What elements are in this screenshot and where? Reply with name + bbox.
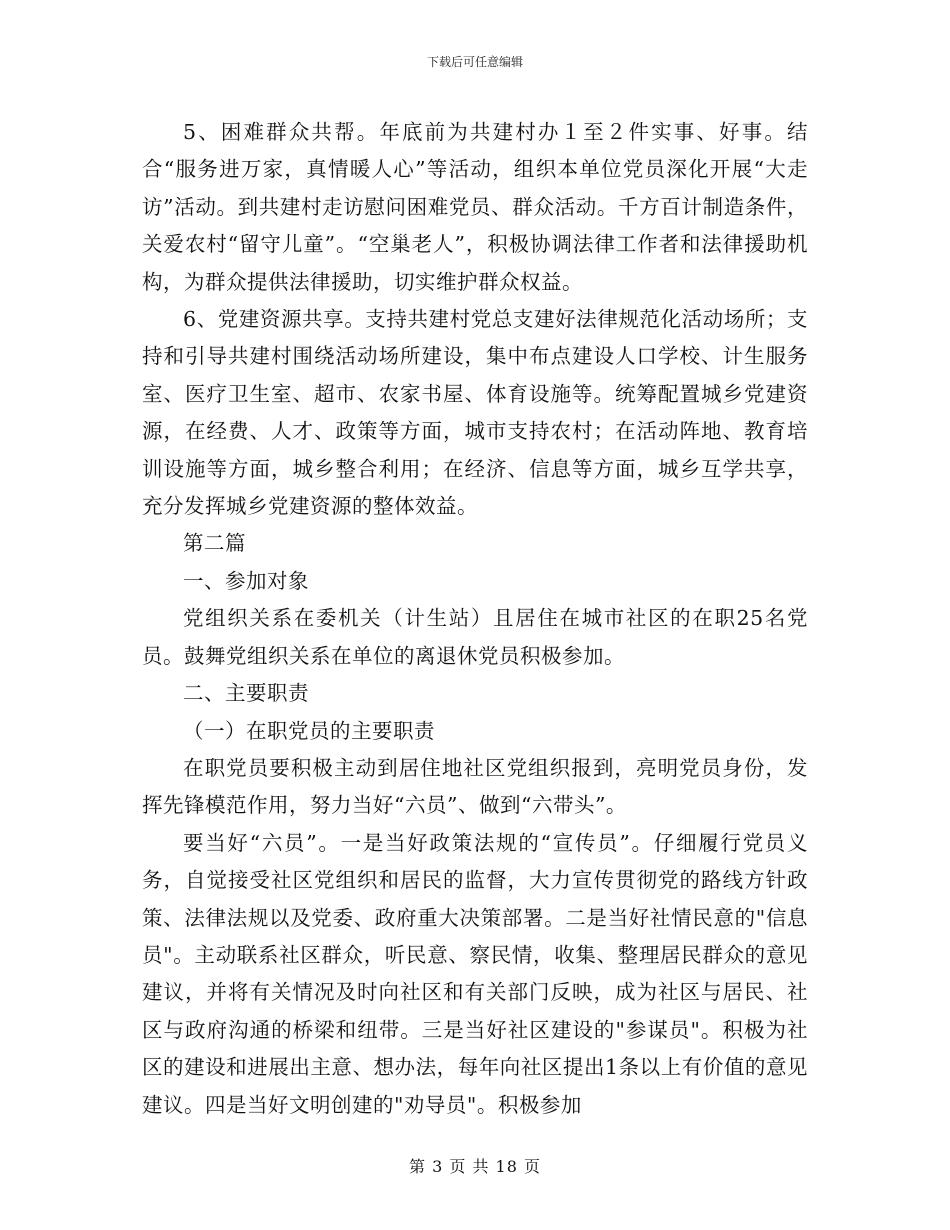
paragraph-six-roles: 要当好“六员”。一是当好政策法规的“宣传员”。仔细履行党员义务，自觉接受社区党组织和居民的监督，大力宣传贯彻党的路线方针政策、法律法规以及党委、政府重大决策部署。二是当好社情民意的"信息员"。主动联系社区群众，听民意、察民情，收集、整理居民群众的意见建议，并将有关情况及时向社区和有关部门反映，成为社区与居民、社区与政府沟通的桥梁和纽带。三是当好社区建设的"参谋员"。积极为社区的建设和进展出主意、想办法，每年向社区提出1条以上有价值的意见建议。四是当好文明创建的"劝导员"。积极参加 (142, 830, 808, 1117)
paragraph-participants: 党组织关系在委机关（计生站）且居住在城市社区的在职25名党员。鼓舞党组织关系在单位的离退休党员积极参加。 (142, 606, 808, 668)
paragraph-report-to-community: 在职党员要积极主动到居住地社区党组织报到，亮明党员身份，发挥先锋模范作用，努力当好“六员”、做到“六带头”。 (142, 755, 808, 818)
page-number: 第 3 页 共 18 页 (409, 1157, 541, 1176)
heading-main-duties: 二、主要职责 (183, 681, 309, 706)
subheading-inservice-duties: （一）在职党员的主要职责 (183, 718, 435, 743)
document-body (142, 114, 808, 1124)
page-header: 下载后可任意编辑 (426, 55, 523, 69)
paragraph-5-difficult-masses: 5、困难群众共帮。年底前为共建村办１至２件实事、好事。结合“服务进万家，真情暖人心”等活动，组织本单位党员深化开展“大走访”活动。到共建村走访慰问困难党员、群众活动。千方百计制造条件，关爱农村“留守儿童”。“空巢老人”，积极协调法律工作者和法律援助机构，为群众提供法律援助，切实维护群众权益。 (142, 120, 808, 294)
paragraph-6-resource-sharing: 6、党建资源共享。支持共建村党总支建好法律规范化活动场所；支持和引导共建村围绕活动场所建设，集中布点建设人口学校、计生服务室、医疗卫生室、超市、农家书屋、体育设施等。统筹配置城乡党建资源，在经费、人才、政策等方面，城市支持农村；在活动阵地、教育培训设施等方面，城乡整合利用；在经济、信息等方面，城乡互学共享，充分发挥城乡党建资源的整体效益。 (142, 307, 808, 519)
section-title-part-two: 第二篇 (183, 531, 246, 556)
heading-participants: 一、参加对象 (183, 568, 309, 593)
